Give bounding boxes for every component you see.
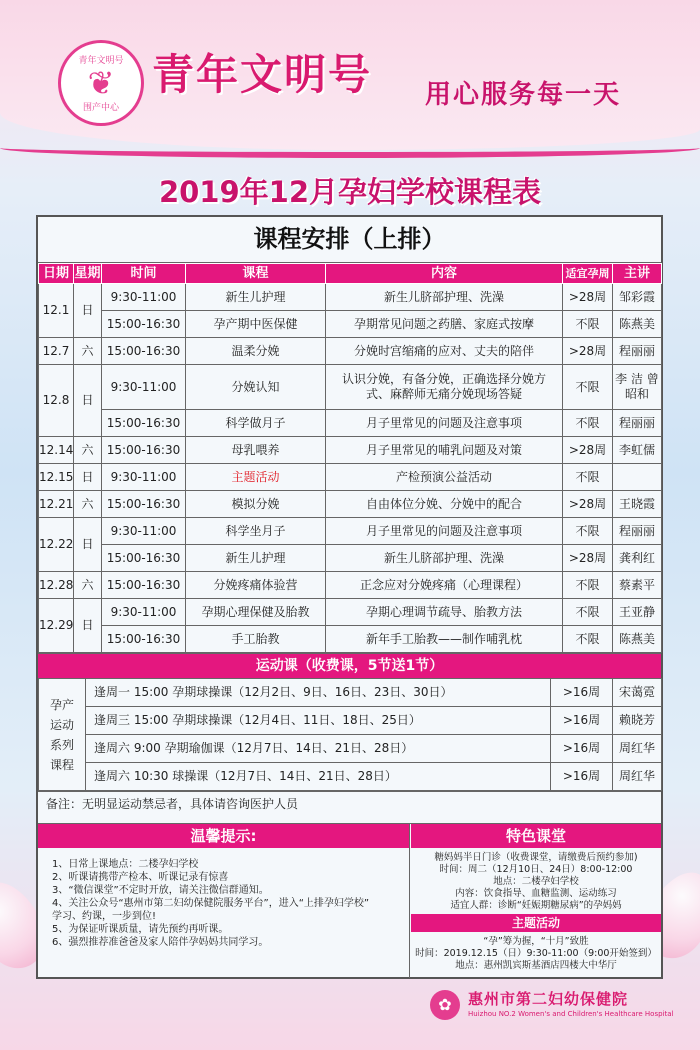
feature-line: 内容：饮食指导、血糖监测、运动练习 <box>455 888 617 899</box>
date-cell: 12.29 <box>39 599 74 653</box>
weeks-cell: >28周 <box>563 491 613 518</box>
lecturer-cell: 周红华 <box>613 735 662 763</box>
sports-table <box>38 678 662 791</box>
table-row <box>39 437 662 464</box>
swan-icon: ❦ <box>87 64 115 102</box>
lecturer-cell: 陈燕美 <box>613 626 662 653</box>
course-cell: 科学做月子 <box>186 410 326 437</box>
table-row <box>39 599 662 626</box>
lecturer-cell: 李虹儒 <box>613 437 662 464</box>
weekday-cell: 六 <box>74 491 102 518</box>
tips-panel <box>38 824 410 978</box>
hospital-emblem-icon: ✿ <box>430 990 460 1020</box>
date-cell: 12.21 <box>39 491 74 518</box>
lecturer-cell: 王晓霞 <box>613 491 662 518</box>
table-row <box>39 707 662 735</box>
content-cell: 月子里常见的问题及注意事项 <box>326 410 563 437</box>
time-cell: 15:00-16:30 <box>102 626 186 653</box>
content-cell: 月子里常见的哺乳问题及对策 <box>326 437 563 464</box>
list-item: 学习、约课，一步到位! <box>52 911 157 922</box>
table-header-row <box>39 264 662 284</box>
weeks-cell: >16周 <box>551 735 613 763</box>
date-cell: 12.14 <box>39 437 74 464</box>
weekday-cell: 六 <box>74 437 102 464</box>
feature-line: 糖妈妈半日门诊（收费课堂，请缴费后预约参加) <box>434 852 638 863</box>
list-item: 2、听课请携带产检本、听课记录有惊喜 <box>52 872 229 883</box>
lecturer-cell: 程丽丽 <box>613 338 662 365</box>
weeks-cell: 不限 <box>563 599 613 626</box>
table-row <box>39 338 662 365</box>
slogan: 用心服务每一天 <box>425 80 622 110</box>
activity-line: “孕”筹为握，“十月”致胜 <box>483 936 589 947</box>
time-cell: 15:00-16:30 <box>102 572 186 599</box>
time-cell: 9:30-11:00 <box>102 518 186 545</box>
time-cell: 9:30-11:00 <box>102 599 186 626</box>
table-row <box>39 464 662 491</box>
weeks-cell: 不限 <box>563 365 613 410</box>
weeks-cell: 不限 <box>563 572 613 599</box>
list-item: 1、日常上课地点：二楼孕妇学校 <box>52 859 199 870</box>
column-header: 日期 <box>39 264 74 284</box>
content-cell: 分娩时宫缩痛的应对、丈夫的陪伴 <box>326 338 563 365</box>
table-row <box>39 545 662 572</box>
time-cell: 15:00-16:30 <box>102 338 186 365</box>
content-cell: 新生儿脐部护理、洗澡 <box>326 545 563 572</box>
lecturer-cell: 陈燕美 <box>613 311 662 338</box>
table-row <box>39 410 662 437</box>
weeks-cell: >28周 <box>563 284 613 311</box>
course-cell: 孕产期中医保健 <box>186 311 326 338</box>
weeks-cell: 不限 <box>563 626 613 653</box>
activity-line: 地点：惠州凯宾斯基酒店四楼大中华厅 <box>455 960 617 971</box>
course-cell: 新生儿护理 <box>186 545 326 572</box>
weeks-cell: 不限 <box>563 464 613 491</box>
lecturer-cell: 程丽丽 <box>613 518 662 545</box>
feature-line: 时间：周二（12月10日、24日）8:00-12:00 <box>439 864 633 875</box>
bottom-section <box>38 823 661 977</box>
feature-panel <box>411 824 661 978</box>
time-cell: 9:30-11:00 <box>102 464 186 491</box>
lecturer-cell: 蔡素平 <box>613 572 662 599</box>
weeks-cell: >16周 <box>551 707 613 735</box>
hospital-logo <box>430 988 690 1028</box>
hospital-name: 惠州市第二妇幼保健院 <box>468 990 629 1008</box>
table-row <box>39 311 662 338</box>
time-cell: 15:00-16:30 <box>102 311 186 338</box>
weekday-cell: 日 <box>74 365 102 437</box>
lecturer-cell: 周红华 <box>613 763 662 791</box>
hospital-name-en: Huizhou NO.2 Women's and Children's Healthcare Hospital <box>468 1010 674 1018</box>
schedule-board <box>36 215 663 979</box>
time-cell: 15:00-16:30 <box>102 410 186 437</box>
date-cell: 12.28 <box>39 572 74 599</box>
column-header: 主讲 <box>613 264 662 284</box>
feature-text <box>411 848 661 914</box>
weekday-cell: 六 <box>74 338 102 365</box>
sports-desc: 逢周六 9:00 孕期瑜伽课（12月7日、14日、21日、28日） <box>86 735 551 763</box>
content-cell: 孕期常见问题之药膳、家庭式按摩 <box>326 311 563 338</box>
table-row <box>39 284 662 311</box>
course-cell-highlight: 主题活动 <box>186 464 326 491</box>
weeks-cell: 不限 <box>563 518 613 545</box>
table-row <box>39 518 662 545</box>
content-cell: 正念应对分娩疼痛（心理课程） <box>326 572 563 599</box>
weekday-cell: 日 <box>74 284 102 338</box>
logo-bottom-text: 围产中心 <box>82 103 119 113</box>
time-cell: 9:30-11:00 <box>102 284 186 311</box>
content-cell: 新年手工胎教——制作哺乳枕 <box>326 626 563 653</box>
feature-heading: 特色课堂 <box>411 824 661 848</box>
date-cell: 12.1 <box>39 284 74 338</box>
weeks-cell: >28周 <box>563 437 613 464</box>
activity-heading: 主题活动 <box>411 914 661 932</box>
list-item: 5、为保证听课质量，请先预约再听课。 <box>52 924 229 935</box>
activity-line: 时间：2019.12.15（日）9:30-11:00（9:00开始签到） <box>415 948 657 959</box>
table-row <box>39 735 662 763</box>
course-cell: 温柔分娩 <box>186 338 326 365</box>
lecturer-cell: 赖晓芳 <box>613 707 662 735</box>
sports-desc: 逢周一 15:00 孕期球操课（12月2日、9日、16日、23日、30日） <box>86 679 551 707</box>
table-row <box>39 365 662 410</box>
lecturer-cell: 程丽丽 <box>613 410 662 437</box>
date-cell: 12.7 <box>39 338 74 365</box>
content-cell: 月子里常见的问题及注意事项 <box>326 518 563 545</box>
lecturer-cell: 王亚静 <box>613 599 662 626</box>
content-cell: 认识分娩，有备分娩，正确选择分娩方式、麻醉师无痛分娩现场答疑 <box>326 365 563 410</box>
column-header: 星期 <box>74 264 102 284</box>
sports-note: 备注：无明显运动禁忌者，具体请咨询医护人员 <box>38 791 661 815</box>
page-title: 2019年12月孕妇学校课程表 <box>158 175 542 209</box>
sports-category: 孕产运动系列课程 <box>39 679 86 791</box>
date-cell: 12.22 <box>39 518 74 572</box>
course-cell: 新生儿护理 <box>186 284 326 311</box>
weeks-cell: >28周 <box>563 338 613 365</box>
time-cell: 15:00-16:30 <box>102 491 186 518</box>
tips-list <box>38 848 409 949</box>
column-header: 课程 <box>186 264 326 284</box>
weeks-cell: >16周 <box>551 763 613 791</box>
lecturer-cell <box>613 464 662 491</box>
course-cell: 分娩疼痛体验营 <box>186 572 326 599</box>
lecturer-cell: 邹彩霞 <box>613 284 662 311</box>
table-row <box>39 679 662 707</box>
schedule-table <box>38 263 662 653</box>
course-cell: 科学坐月子 <box>186 518 326 545</box>
brand-logo <box>58 40 144 126</box>
feature-line: 适宜人群：诊断“妊娠期糖尿病”的孕妈妈 <box>450 900 622 911</box>
activity-text <box>411 932 661 974</box>
table-row <box>39 572 662 599</box>
content-cell: 自由体位分娩、分娩中的配合 <box>326 491 563 518</box>
sports-heading: 运动课（收费课，5节送1节） <box>38 653 661 678</box>
lecturer-cell: 龚利红 <box>613 545 662 572</box>
weekday-cell: 日 <box>74 518 102 572</box>
weekday-cell: 日 <box>74 599 102 653</box>
page-header <box>0 0 700 140</box>
content-cell: 新生儿脐部护理、洗澡 <box>326 284 563 311</box>
content-cell: 孕期心理调节疏导、胎教方法 <box>326 599 563 626</box>
tips-heading: 温馨提示: <box>38 824 409 848</box>
column-header: 适宜孕周 <box>563 264 613 284</box>
course-cell: 手工胎教 <box>186 626 326 653</box>
course-cell: 分娩认知 <box>186 365 326 410</box>
schedule-heading: 课程安排（上排） <box>38 217 661 263</box>
course-cell: 母乳喂养 <box>186 437 326 464</box>
table-row <box>39 763 662 791</box>
weekday-cell: 六 <box>74 572 102 599</box>
time-cell: 15:00-16:30 <box>102 545 186 572</box>
column-header: 时间 <box>102 264 186 284</box>
lecturer-cell: 李 洁 曾昭和 <box>613 365 662 410</box>
lecturer-cell: 宋蔼霓 <box>613 679 662 707</box>
logo-top-text: 青年文明号 <box>78 56 124 66</box>
table-row <box>39 626 662 653</box>
list-item: 6、强烈推荐准爸爸及家人陪伴孕妈妈共同学习。 <box>52 937 269 948</box>
time-cell: 9:30-11:00 <box>102 365 186 410</box>
weeks-cell: >16周 <box>551 679 613 707</box>
column-header: 内容 <box>326 264 563 284</box>
list-item: 4、关注公众号“惠州市第二妇幼保健院服务平台”，进入“上排孕妇学校” <box>52 898 370 909</box>
weeks-cell: 不限 <box>563 311 613 338</box>
content-cell: 产检预演公益活动 <box>326 464 563 491</box>
list-item: 3、“微信课堂”不定时开放，请关注微信群通知。 <box>52 885 269 896</box>
feature-line: 地点：二楼孕妇学校 <box>493 876 579 887</box>
weeks-cell: 不限 <box>563 410 613 437</box>
time-cell: 15:00-16:30 <box>102 437 186 464</box>
weekday-cell: 日 <box>74 464 102 491</box>
sports-desc: 逢周六 10:30 球操课（12月7日、14日、21日、28日） <box>86 763 551 791</box>
date-cell: 12.8 <box>39 365 74 437</box>
table-row <box>39 491 662 518</box>
course-cell: 模拟分娩 <box>186 491 326 518</box>
date-cell: 12.15 <box>39 464 74 491</box>
sports-desc: 逢周三 15:00 孕期球操课（12月4日、11日、18日、25日） <box>86 707 551 735</box>
weeks-cell: >28周 <box>563 545 613 572</box>
course-cell: 孕期心理保健及胎教 <box>186 599 326 626</box>
brand-name: 青年文明号 <box>152 50 373 99</box>
